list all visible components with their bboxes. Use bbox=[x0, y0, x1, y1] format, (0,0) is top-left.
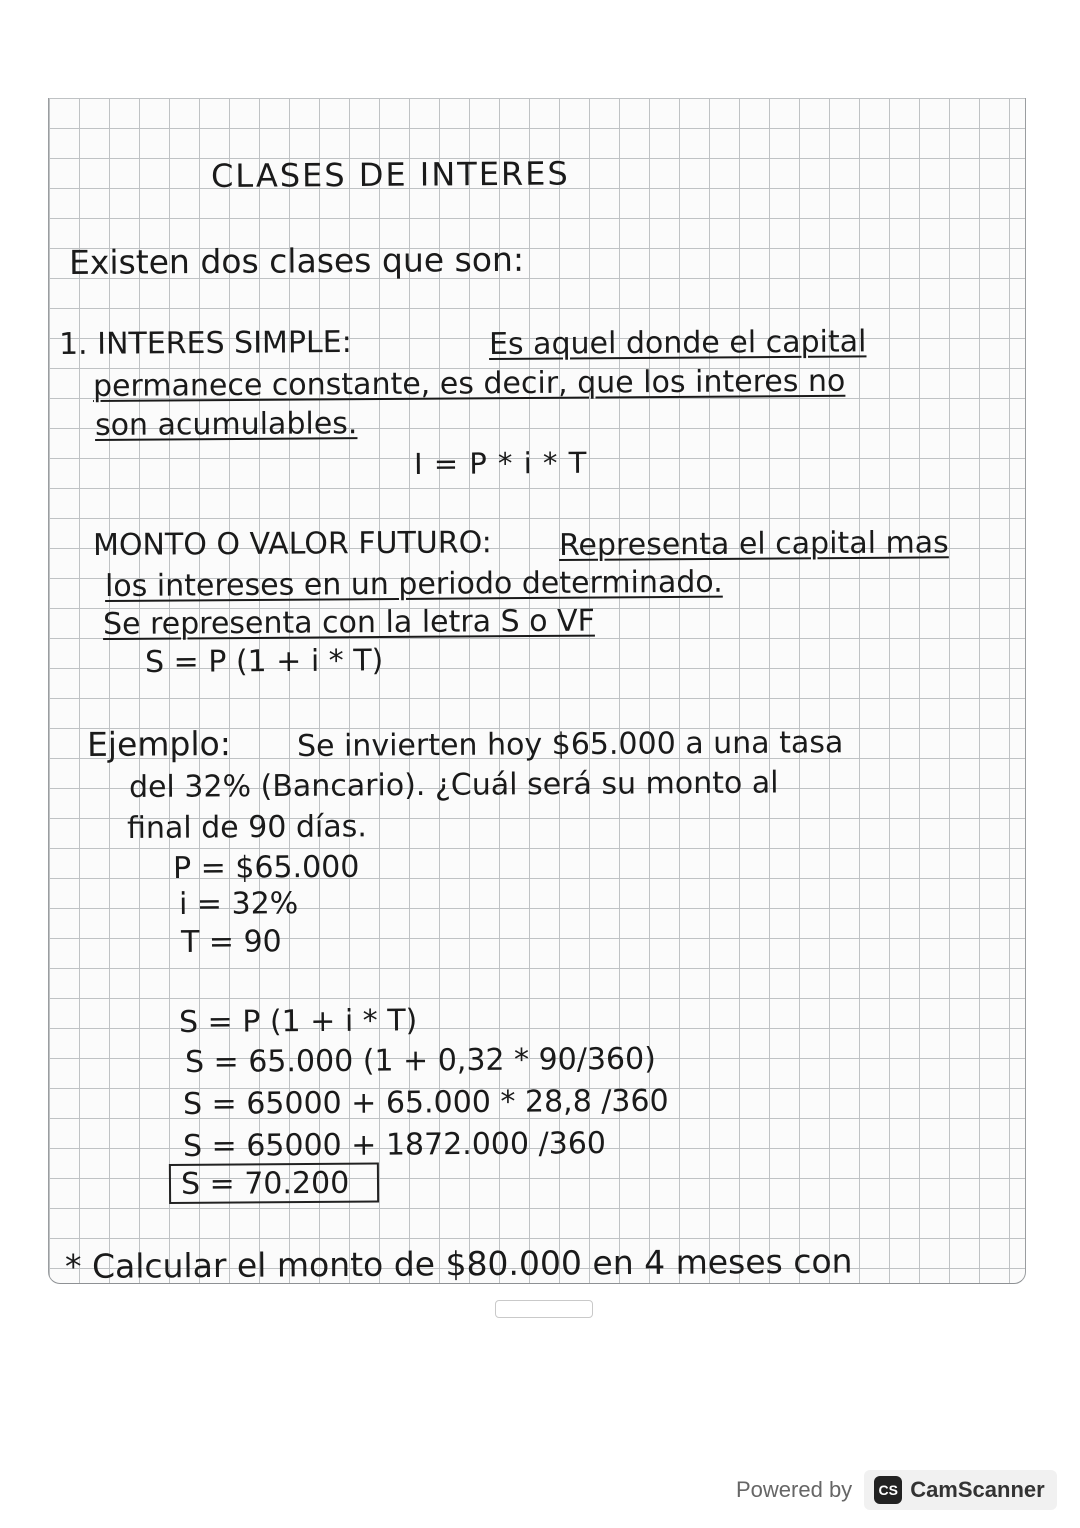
camscanner-brand bbox=[864, 1470, 1057, 1510]
given-value: P = $65.000 bbox=[172, 849, 360, 886]
simple-interest-heading: 1. INTERES SIMPLE: bbox=[58, 324, 352, 362]
solution-result: S = 70.200 bbox=[169, 1163, 380, 1204]
powered-by-text: Powered by bbox=[736, 1477, 853, 1502]
given-value: i = 32% bbox=[178, 886, 299, 922]
simple-interest-text-2: permanece constante, es decir, que los interes no bbox=[92, 363, 846, 404]
given-value: T = 90 bbox=[180, 924, 282, 960]
future-value-text-2: los intereses en un periodo determinado. bbox=[104, 564, 723, 604]
paper-stamp bbox=[495, 1300, 593, 1318]
page-title: CLASES DE INTERES bbox=[210, 154, 570, 195]
scanner-watermark bbox=[736, 1470, 1057, 1510]
solution-step: S = P (1 + i * T) bbox=[178, 1003, 418, 1040]
exercise-text: * Calcular el monto de $80.000 en 4 meses con bbox=[64, 1241, 853, 1286]
future-value-text-1: Representa el capital mas bbox=[558, 525, 949, 563]
example-text-1: Se invierten hoy $65.000 a una tasa bbox=[296, 725, 844, 764]
future-value-text-3: Se representa con la letra S o VF bbox=[102, 603, 595, 642]
simple-interest-formula: I = P * i * T bbox=[413, 445, 588, 481]
camscanner-name: CamScanner bbox=[910, 1477, 1045, 1502]
solution-step: S = 65.000 (1 + 0,32 * 90/360) bbox=[184, 1041, 656, 1080]
solution-step: S = 65000 + 1872.000 /360 bbox=[182, 1126, 607, 1164]
intro-text: Existen dos clases que son: bbox=[68, 239, 525, 282]
future-value-formula: S = P (1 + i * T) bbox=[144, 643, 384, 680]
simple-interest-text-3: son acumulables. bbox=[94, 406, 358, 443]
example-label: Ejemplo: bbox=[86, 723, 232, 764]
example-text-3: final de 90 días. bbox=[126, 809, 367, 846]
solution-step: S = 65000 + 65.000 * 28,8 /360 bbox=[182, 1083, 669, 1122]
notebook-page bbox=[48, 98, 1026, 1284]
simple-interest-text-1: Es aquel donde el capital bbox=[488, 324, 867, 362]
example-text-2: del 32% (Bancario). ¿Cuál será su monto al bbox=[128, 765, 779, 805]
camscanner-logo-icon: CS bbox=[874, 1476, 902, 1504]
future-value-heading: MONTO O VALOR FUTURO: bbox=[92, 525, 492, 563]
